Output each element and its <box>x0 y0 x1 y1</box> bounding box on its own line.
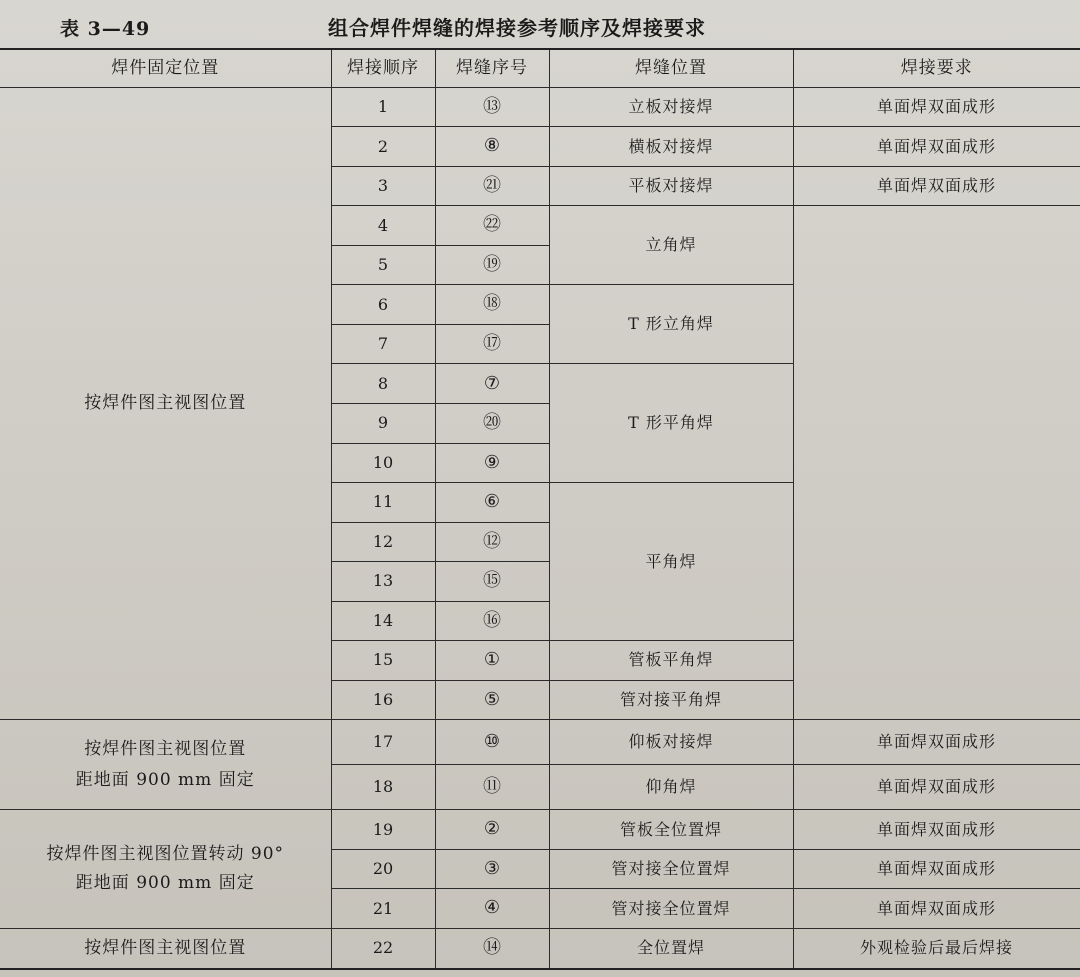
weld-requirement: 单面焊双面成形 <box>793 127 1080 167</box>
seam-number: ⑧ <box>435 127 549 167</box>
seam-position: 全位置焊 <box>549 928 793 969</box>
weld-order: 19 <box>331 810 435 850</box>
weld-requirement: 单面焊双面成形 <box>793 810 1080 850</box>
seam-number: ⑳ <box>435 404 549 444</box>
seam-position: 立板对接焊 <box>549 87 793 127</box>
seam-number: ② <box>435 810 549 850</box>
seam-number: ① <box>435 641 549 681</box>
seam-number: ⑤ <box>435 680 549 720</box>
seam-position: 平角焊 <box>549 483 793 641</box>
seam-position: T 形平角焊 <box>549 364 793 483</box>
seam-number: ⑬ <box>435 87 549 127</box>
weld-order: 6 <box>331 285 435 325</box>
weld-order: 18 <box>331 765 435 810</box>
weld-order: 21 <box>331 889 435 929</box>
weld-order: 8 <box>331 364 435 404</box>
weld-order: 20 <box>331 849 435 889</box>
seam-position: 管板全位置焊 <box>549 810 793 850</box>
seam-number: ⑯ <box>435 601 549 641</box>
table-row <box>0 87 1080 127</box>
weld-order: 15 <box>331 641 435 681</box>
weld-requirement: 外观检验后最后焊接 <box>793 928 1080 969</box>
seam-number: ⑲ <box>435 245 549 285</box>
seam-number: ⑫ <box>435 522 549 562</box>
weld-order: 9 <box>331 404 435 444</box>
weld-order: 2 <box>331 127 435 167</box>
weld-order: 5 <box>331 245 435 285</box>
weld-order: 17 <box>331 720 435 765</box>
table-row <box>0 928 1080 969</box>
fixed-position-line-2: 距地面 900 mm 固定 <box>75 769 255 790</box>
fixed-position-main-view-last: 按焊件图主视图位置 <box>0 928 331 969</box>
fixed-position-rotate-90 <box>0 810 331 929</box>
weld-order: 4 <box>331 206 435 246</box>
seam-position: 仰板对接焊 <box>549 720 793 765</box>
seam-position: 管对接全位置焊 <box>549 849 793 889</box>
seam-number: ⑩ <box>435 720 549 765</box>
seam-number: ③ <box>435 849 549 889</box>
seam-position: 管板平角焊 <box>549 641 793 681</box>
seam-number: ㉒ <box>435 206 549 246</box>
seam-position: 横板对接焊 <box>549 127 793 167</box>
seam-position: 立角焊 <box>549 206 793 285</box>
seam-position: T 形立角焊 <box>549 285 793 364</box>
header-seam-position: 焊缝位置 <box>549 49 793 87</box>
weld-order: 22 <box>331 928 435 969</box>
seam-number: ㉑ <box>435 166 549 206</box>
weld-requirement: 单面焊双面成形 <box>793 849 1080 889</box>
weld-order: 1 <box>331 87 435 127</box>
header-weld-requirement: 焊接要求 <box>793 49 1080 87</box>
welding-sequence-table <box>0 48 1080 970</box>
seam-number: ④ <box>435 889 549 929</box>
weld-order: 14 <box>331 601 435 641</box>
header-seam-number: 焊缝序号 <box>435 49 549 87</box>
seam-position: 管对接全位置焊 <box>549 889 793 929</box>
header-weld-order: 焊接顺序 <box>331 49 435 87</box>
weld-order: 13 <box>331 562 435 602</box>
table-row <box>0 810 1080 850</box>
seam-number: ⑦ <box>435 364 549 404</box>
weld-requirement: 单面焊双面成形 <box>793 166 1080 206</box>
seam-number: ⑥ <box>435 483 549 523</box>
header-fixed-position: 焊件固定位置 <box>0 49 331 87</box>
fixed-position-line-1: 按焊件图主视图位置 <box>84 738 247 759</box>
table-title: 组合焊件焊缝的焊接参考顺序及焊接要求 <box>328 16 706 40</box>
seam-position: 平板对接焊 <box>549 166 793 206</box>
weld-requirement: 单面焊双面成形 <box>793 889 1080 929</box>
weld-order: 16 <box>331 680 435 720</box>
seam-position: 管对接平角焊 <box>549 680 793 720</box>
seam-number: ⑮ <box>435 562 549 602</box>
seam-position: 仰角焊 <box>549 765 793 810</box>
seam-number: ⑰ <box>435 324 549 364</box>
seam-number: ⑭ <box>435 928 549 969</box>
table-number: 表 3—49 <box>60 18 151 40</box>
weld-order: 7 <box>331 324 435 364</box>
fixed-position-900mm <box>0 720 331 810</box>
weld-requirement: 单面焊双面成形 <box>793 720 1080 765</box>
weld-order: 3 <box>331 166 435 206</box>
seam-number: ⑪ <box>435 765 549 810</box>
seam-number: ⑨ <box>435 443 549 483</box>
seam-number: ⑱ <box>435 285 549 325</box>
table-header-row <box>0 49 1080 87</box>
weld-requirement: 单面焊双面成形 <box>793 87 1080 127</box>
fixed-position-line-2: 距地面 900 mm 固定 <box>75 873 255 894</box>
weld-order: 11 <box>331 483 435 523</box>
weld-requirement: 单面焊双面成形 <box>793 765 1080 810</box>
weld-requirement-empty <box>793 206 1080 720</box>
fixed-position-line-1: 按焊件图主视图位置转动 90° <box>46 843 285 864</box>
table-row <box>0 720 1080 765</box>
weld-order: 12 <box>331 522 435 562</box>
weld-order: 10 <box>331 443 435 483</box>
fixed-position-main-view: 按焊件图主视图位置 <box>0 87 331 720</box>
